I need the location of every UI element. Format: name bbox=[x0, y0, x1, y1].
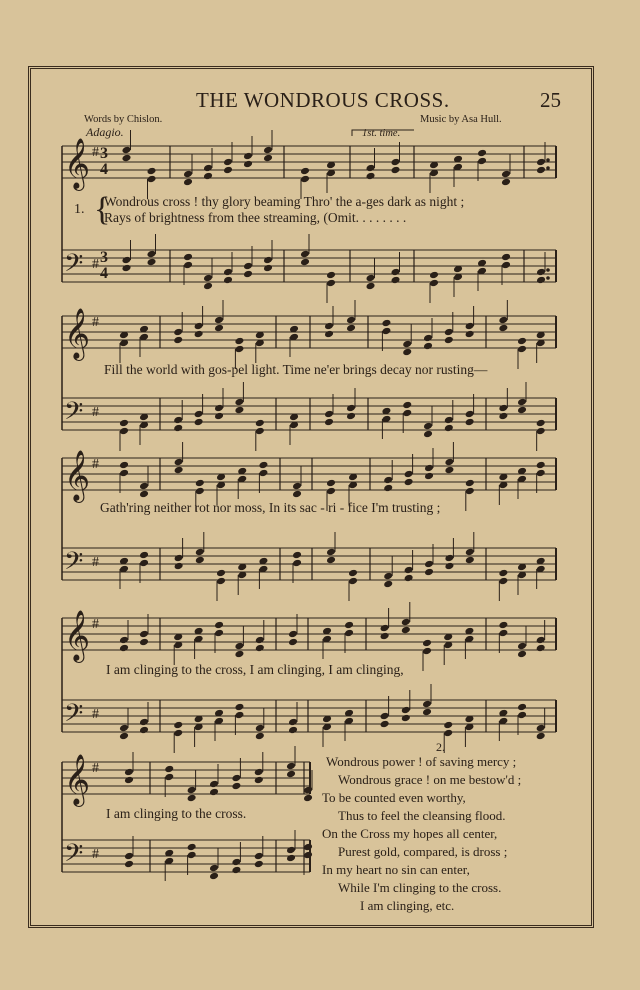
note-head bbox=[263, 256, 273, 265]
note-head bbox=[194, 330, 204, 339]
note-head bbox=[119, 644, 129, 653]
verse-2-number: 2. bbox=[436, 740, 445, 754]
tempo-marking: Adagio. bbox=[86, 125, 124, 139]
note-head bbox=[517, 406, 527, 415]
note-head bbox=[173, 416, 183, 425]
note-head bbox=[303, 794, 313, 803]
hymn-title: THE WONDROUS CROSS. bbox=[196, 88, 450, 112]
time-signature: 4 bbox=[100, 265, 108, 282]
note-head bbox=[517, 711, 527, 720]
note-head bbox=[124, 860, 134, 869]
note-head bbox=[173, 336, 183, 345]
note-head bbox=[517, 703, 527, 712]
note-head bbox=[187, 794, 197, 803]
note-head bbox=[194, 418, 204, 427]
note-head bbox=[223, 158, 233, 167]
sharp-icon: # bbox=[92, 617, 99, 632]
note-head bbox=[139, 726, 149, 735]
note-head bbox=[223, 276, 233, 285]
note-head bbox=[444, 416, 454, 425]
note-head bbox=[234, 642, 244, 651]
verse-2-line: To be counted even worthy, bbox=[322, 790, 466, 805]
note-head bbox=[477, 149, 487, 158]
note-head bbox=[231, 858, 241, 867]
note-head bbox=[187, 851, 197, 860]
note-head bbox=[444, 466, 454, 475]
verse-number: 1. bbox=[74, 202, 85, 217]
note-head bbox=[423, 422, 433, 431]
note-head bbox=[402, 409, 412, 418]
note-head bbox=[119, 724, 129, 733]
note-head bbox=[254, 852, 264, 861]
treble-clef-icon: 𝄞 bbox=[64, 610, 91, 661]
note-head bbox=[209, 780, 219, 789]
note-head bbox=[183, 170, 193, 179]
note-head bbox=[122, 146, 132, 155]
note-head bbox=[147, 175, 157, 184]
note-head bbox=[300, 250, 310, 259]
note-head bbox=[187, 786, 197, 795]
note-head bbox=[122, 154, 132, 163]
note-head bbox=[401, 626, 411, 635]
note-head bbox=[183, 253, 193, 262]
note-head bbox=[366, 274, 376, 283]
note-head bbox=[263, 264, 273, 273]
note-head bbox=[326, 279, 336, 288]
note-head bbox=[536, 469, 546, 478]
note-head bbox=[324, 330, 334, 339]
note-head bbox=[173, 328, 183, 337]
note-head bbox=[422, 639, 432, 648]
note-head bbox=[122, 264, 132, 273]
note-head bbox=[164, 765, 174, 774]
note-head bbox=[234, 650, 244, 659]
note-head bbox=[498, 324, 508, 333]
note-head bbox=[391, 276, 401, 285]
note-head bbox=[288, 638, 298, 647]
note-head bbox=[391, 166, 401, 175]
note-head bbox=[404, 478, 414, 487]
note-head bbox=[203, 282, 213, 291]
note-head bbox=[326, 548, 336, 557]
note-head bbox=[214, 621, 224, 630]
note-head bbox=[346, 316, 356, 325]
note-head bbox=[536, 461, 546, 470]
note-head bbox=[465, 410, 475, 419]
note-head bbox=[288, 630, 298, 639]
note-head bbox=[187, 843, 197, 852]
note-head bbox=[216, 569, 226, 578]
repeat-dot bbox=[546, 268, 550, 272]
note-head bbox=[139, 490, 149, 499]
note-head bbox=[423, 342, 433, 351]
note-head bbox=[501, 261, 511, 270]
note-head bbox=[203, 172, 213, 181]
sharp-icon: # bbox=[92, 315, 99, 330]
note-head bbox=[231, 782, 241, 791]
note-head bbox=[254, 776, 264, 785]
note-head bbox=[326, 271, 336, 280]
note-head bbox=[366, 172, 376, 181]
repeat-dot bbox=[546, 276, 550, 280]
note-head bbox=[214, 629, 224, 638]
note-head bbox=[498, 316, 508, 325]
note-head bbox=[380, 712, 390, 721]
note-head bbox=[444, 336, 454, 345]
note-head bbox=[194, 322, 204, 331]
note-head bbox=[424, 560, 434, 569]
note-head bbox=[423, 334, 433, 343]
note-head bbox=[292, 482, 302, 491]
note-head bbox=[383, 572, 393, 581]
note-head bbox=[401, 618, 411, 627]
note-head bbox=[255, 724, 265, 733]
note-head bbox=[326, 556, 336, 565]
note-head bbox=[404, 566, 414, 575]
note-head bbox=[324, 410, 334, 419]
note-head bbox=[119, 732, 129, 741]
note-head bbox=[536, 276, 546, 285]
words-credit: Words by Chislon. bbox=[84, 114, 163, 125]
note-head bbox=[424, 464, 434, 473]
note-head bbox=[173, 424, 183, 433]
note-head bbox=[258, 461, 268, 470]
note-head bbox=[263, 154, 273, 163]
note-head bbox=[231, 774, 241, 783]
note-head bbox=[346, 324, 356, 333]
note-head bbox=[536, 427, 546, 436]
note-head bbox=[477, 157, 487, 166]
verse-2-line: While I'm clinging to the cross. bbox=[338, 880, 502, 895]
sharp-icon: # bbox=[92, 457, 99, 472]
note-head bbox=[286, 854, 296, 863]
note-head bbox=[402, 348, 412, 357]
lyric-line-1: Wondrous cross ! thy glory beaming Thro' the a-ges dark as night ; bbox=[104, 194, 465, 209]
verse-2-line: In my heart no sin can enter, bbox=[322, 862, 470, 877]
note-head bbox=[501, 170, 511, 179]
treble-clef-icon: 𝄞 bbox=[64, 754, 91, 805]
sharp-icon: # bbox=[92, 257, 99, 272]
note-head bbox=[119, 636, 129, 645]
treble-clef-icon: 𝄞 bbox=[64, 450, 91, 501]
note-head bbox=[292, 490, 302, 499]
note-head bbox=[429, 279, 439, 288]
note-head bbox=[223, 166, 233, 175]
verse-2-line: Wondrous grace ! on me bestow'd ; bbox=[338, 772, 522, 787]
note-head bbox=[243, 262, 253, 271]
note-head bbox=[173, 721, 183, 730]
note-head bbox=[402, 401, 412, 410]
music-credit: Music by Asa Hull. bbox=[420, 114, 502, 125]
note-head bbox=[147, 258, 157, 267]
note-head bbox=[498, 404, 508, 413]
note-head bbox=[380, 632, 390, 641]
time-signature: 4 bbox=[100, 161, 108, 178]
note-head bbox=[517, 337, 527, 346]
note-head bbox=[348, 577, 358, 586]
note-head bbox=[255, 636, 265, 645]
note-head bbox=[517, 398, 527, 407]
note-head bbox=[195, 479, 205, 488]
note-head bbox=[119, 427, 129, 436]
note-head bbox=[324, 418, 334, 427]
repeat-dot bbox=[546, 166, 550, 170]
sharp-icon: # bbox=[92, 847, 99, 862]
note-head bbox=[234, 406, 244, 415]
note-head bbox=[424, 568, 434, 577]
note-head bbox=[444, 424, 454, 433]
note-head bbox=[444, 562, 454, 571]
note-head bbox=[536, 158, 546, 167]
note-head bbox=[286, 770, 296, 779]
note-head bbox=[124, 768, 134, 777]
note-head bbox=[300, 175, 310, 184]
sharp-icon: # bbox=[92, 555, 99, 570]
time-signature: 3 bbox=[100, 249, 108, 266]
verse-2-line: Purest gold, compared, is dross ; bbox=[338, 844, 508, 859]
note-head bbox=[255, 427, 265, 436]
note-head bbox=[300, 258, 310, 267]
note-head bbox=[254, 860, 264, 869]
note-head bbox=[139, 482, 149, 491]
treble-clef-icon: 𝄞 bbox=[64, 308, 91, 359]
note-head bbox=[422, 700, 432, 709]
note-head bbox=[223, 268, 233, 277]
note-head bbox=[255, 419, 265, 428]
note-head bbox=[424, 472, 434, 481]
note-head bbox=[195, 556, 205, 565]
treble-clef-icon: 𝄞 bbox=[64, 138, 91, 189]
note-head bbox=[465, 548, 475, 557]
note-head bbox=[195, 548, 205, 557]
note-head bbox=[324, 322, 334, 331]
note-head bbox=[465, 322, 475, 331]
lyric-brace: { bbox=[94, 191, 111, 228]
note-head bbox=[443, 721, 453, 730]
note-head bbox=[517, 642, 527, 651]
note-head bbox=[517, 345, 527, 354]
note-head bbox=[346, 412, 356, 421]
note-head bbox=[536, 268, 546, 277]
note-head bbox=[444, 328, 454, 337]
note-head bbox=[465, 330, 475, 339]
lyric-line-6: I am clinging to the cross. bbox=[106, 806, 247, 821]
note-head bbox=[422, 708, 432, 717]
note-head bbox=[501, 178, 511, 187]
note-head bbox=[391, 268, 401, 277]
note-head bbox=[404, 574, 414, 583]
note-head bbox=[536, 636, 546, 645]
bass-clef-icon: 𝄢 bbox=[64, 699, 84, 734]
note-head bbox=[383, 484, 393, 493]
note-head bbox=[174, 466, 184, 475]
sharp-icon: # bbox=[92, 405, 99, 420]
note-head bbox=[255, 732, 265, 741]
note-head bbox=[292, 559, 302, 568]
note-head bbox=[234, 345, 244, 354]
note-head bbox=[498, 412, 508, 421]
note-head bbox=[401, 714, 411, 723]
note-head bbox=[194, 410, 204, 419]
note-head bbox=[243, 152, 253, 161]
sharp-icon: # bbox=[92, 707, 99, 722]
note-head bbox=[203, 164, 213, 173]
note-head bbox=[536, 724, 546, 733]
note-head bbox=[234, 398, 244, 407]
lyric-line-5: I am clinging to the cross, I am clinging, I am clinging, bbox=[106, 662, 404, 677]
note-head bbox=[498, 621, 508, 630]
note-head bbox=[536, 419, 546, 428]
note-head bbox=[346, 404, 356, 413]
note-head bbox=[423, 430, 433, 439]
note-head bbox=[536, 166, 546, 175]
note-head bbox=[429, 271, 439, 280]
bass-clef-icon: 𝄢 bbox=[64, 249, 84, 284]
note-head bbox=[214, 404, 224, 413]
note-head bbox=[326, 479, 336, 488]
note-head bbox=[255, 644, 265, 653]
note-head bbox=[366, 164, 376, 173]
note-head bbox=[174, 458, 184, 467]
note-head bbox=[173, 729, 183, 738]
note-head bbox=[344, 621, 354, 630]
lyric-line-4: Gath'ring neither rot nor moss, In its sac - ri - fice I'm trusting ; bbox=[100, 500, 441, 515]
note-head bbox=[147, 250, 157, 259]
note-head bbox=[380, 624, 390, 633]
note-head bbox=[243, 160, 253, 169]
note-head bbox=[234, 703, 244, 712]
note-head bbox=[209, 788, 219, 797]
first-time-marking: 1st. time. bbox=[362, 128, 401, 139]
note-head bbox=[344, 629, 354, 638]
note-head bbox=[231, 866, 241, 875]
note-head bbox=[214, 324, 224, 333]
verse-2-line: Thus to feel the cleansing flood. bbox=[338, 808, 506, 823]
note-head bbox=[254, 768, 264, 777]
bass-clef-icon: 𝄢 bbox=[64, 547, 84, 582]
note-head bbox=[214, 316, 224, 325]
note-head bbox=[288, 726, 298, 735]
note-head bbox=[465, 487, 475, 496]
note-head bbox=[286, 762, 296, 771]
note-head bbox=[139, 559, 149, 568]
note-head bbox=[326, 487, 336, 496]
note-head bbox=[139, 718, 149, 727]
sharp-icon: # bbox=[92, 145, 99, 160]
note-head bbox=[258, 469, 268, 478]
note-head bbox=[300, 167, 310, 176]
note-head bbox=[119, 419, 129, 428]
note-head bbox=[214, 412, 224, 421]
note-head bbox=[139, 551, 149, 560]
note-head bbox=[139, 638, 149, 647]
note-head bbox=[380, 720, 390, 729]
note-head bbox=[119, 469, 129, 478]
note-head bbox=[234, 711, 244, 720]
sharp-icon: # bbox=[92, 761, 99, 776]
note-head bbox=[401, 706, 411, 715]
note-head bbox=[288, 718, 298, 727]
lyric-line-3: Fill the world with gos-pel light. Time ne'er brings decay nor rusting— bbox=[104, 362, 488, 377]
note-head bbox=[164, 773, 174, 782]
note-head bbox=[444, 458, 454, 467]
repeat-dot bbox=[546, 158, 550, 162]
time-signature: 3 bbox=[100, 145, 108, 162]
note-head bbox=[147, 167, 157, 176]
note-head bbox=[422, 647, 432, 656]
verse-2-line: Wondrous power ! of saving mercy ; bbox=[326, 754, 517, 769]
note-head bbox=[402, 340, 412, 349]
note-head bbox=[195, 487, 205, 496]
note-head bbox=[383, 580, 393, 589]
bass-clef-icon: 𝄢 bbox=[64, 839, 84, 874]
note-head bbox=[209, 872, 219, 881]
note-head bbox=[203, 274, 213, 283]
note-head bbox=[119, 461, 129, 470]
note-head bbox=[234, 337, 244, 346]
note-head bbox=[498, 629, 508, 638]
page-number: 25 bbox=[540, 88, 561, 112]
note-head bbox=[124, 776, 134, 785]
note-head bbox=[348, 569, 358, 578]
note-head bbox=[292, 551, 302, 560]
note-head bbox=[517, 650, 527, 659]
verse-2-line: I am clinging, etc. bbox=[360, 898, 455, 913]
verse-2-line: On the Cross my hopes all center, bbox=[322, 826, 498, 841]
note-head bbox=[174, 554, 184, 563]
note-head bbox=[124, 852, 134, 861]
note-head bbox=[465, 418, 475, 427]
note-head bbox=[122, 256, 132, 265]
note-head bbox=[383, 476, 393, 485]
note-head bbox=[209, 864, 219, 873]
note-head bbox=[183, 261, 193, 270]
note-head bbox=[286, 846, 296, 855]
note-head bbox=[498, 569, 508, 578]
note-head bbox=[444, 554, 454, 563]
bass-clef-icon: 𝄢 bbox=[64, 397, 84, 432]
note-head bbox=[183, 178, 193, 187]
note-head bbox=[263, 146, 273, 155]
note-head bbox=[536, 732, 546, 741]
note-head bbox=[381, 319, 391, 328]
note-head bbox=[216, 577, 226, 586]
note-head bbox=[243, 270, 253, 279]
note-head bbox=[381, 327, 391, 336]
note-head bbox=[366, 282, 376, 291]
note-head bbox=[536, 644, 546, 653]
note-head bbox=[139, 630, 149, 639]
note-head bbox=[404, 470, 414, 479]
note-head bbox=[465, 556, 475, 565]
note-head bbox=[443, 729, 453, 738]
note-head bbox=[498, 577, 508, 586]
lyric-line-2: Rays of brightness from thee streaming, (Omit. . . . . . . . bbox=[104, 210, 407, 225]
note-head bbox=[501, 253, 511, 262]
note-head bbox=[391, 158, 401, 167]
note-head bbox=[174, 562, 184, 571]
note-head bbox=[465, 479, 475, 488]
